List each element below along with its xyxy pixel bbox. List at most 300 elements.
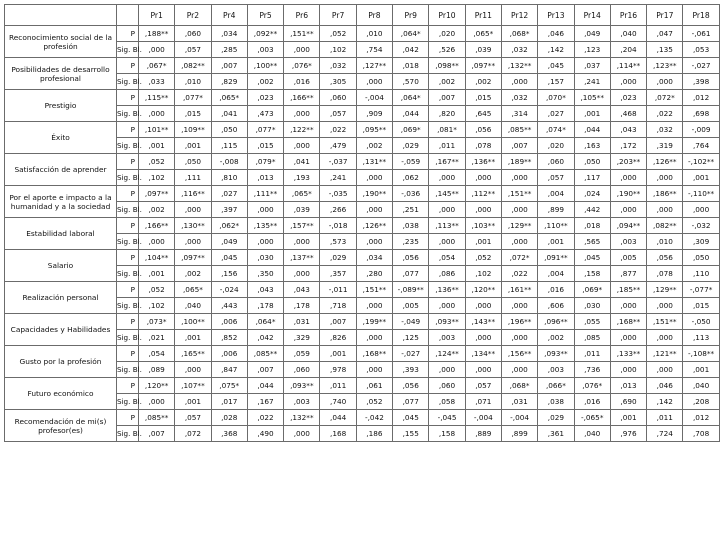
- significance-value: ,003: [610, 234, 646, 250]
- correlation-value: ,052: [465, 250, 501, 266]
- correlation-value: ,034: [211, 26, 247, 42]
- correlation-value: ,007: [429, 90, 465, 106]
- correlation-value: -,004: [501, 410, 537, 426]
- significance-value: ,102: [320, 42, 356, 58]
- correlation-value: ,065*: [211, 90, 247, 106]
- stat-label-sig: Sig. Bl.: [117, 138, 139, 154]
- significance-value: ,078: [647, 266, 683, 282]
- correlation-value: ,011: [320, 378, 356, 394]
- significance-value: ,490: [247, 426, 283, 442]
- significance-value: ,001: [465, 234, 501, 250]
- correlation-value: ,157**: [284, 218, 320, 234]
- row-label: Prestigio: [5, 90, 117, 122]
- significance-value: ,690: [610, 394, 646, 410]
- significance-value: ,111: [175, 170, 211, 186]
- significance-value: ,606: [538, 298, 574, 314]
- correlation-value: ,077*: [247, 122, 283, 138]
- correlation-value: ,020: [429, 26, 465, 42]
- significance-value: ,443: [211, 298, 247, 314]
- correlation-value: -,024: [211, 282, 247, 298]
- significance-value: ,000: [284, 138, 320, 154]
- table-body: [5, 26, 720, 442]
- correlation-value: ,122**: [284, 122, 320, 138]
- correlation-value: ,044: [320, 410, 356, 426]
- correlation-value: ,046: [538, 26, 574, 42]
- significance-value: ,113: [683, 330, 719, 346]
- correlation-value: -,027: [393, 346, 429, 362]
- correlation-value: ,050: [574, 154, 610, 170]
- correlation-value: ,052: [139, 154, 175, 170]
- correlation-value: ,044: [247, 378, 283, 394]
- correlation-value: -,089**: [393, 282, 429, 298]
- significance-value: ,057: [538, 170, 574, 186]
- correlation-value: ,012: [683, 90, 719, 106]
- significance-value: ,280: [356, 266, 392, 282]
- correlation-value: ,069*: [574, 282, 610, 298]
- significance-value: ,473: [247, 106, 283, 122]
- significance-value: ,102: [465, 266, 501, 282]
- significance-value: ,085: [574, 330, 610, 346]
- stat-label-p: P: [117, 122, 139, 138]
- significance-value: ,309: [683, 234, 719, 250]
- significance-value: ,000: [647, 170, 683, 186]
- significance-value: ,000: [356, 330, 392, 346]
- correlation-value: ,085**: [501, 122, 537, 138]
- significance-value: ,000: [284, 42, 320, 58]
- significance-value: ,186: [356, 426, 392, 442]
- significance-value: ,000: [647, 362, 683, 378]
- row-label: Satisfacción de aprender: [5, 154, 117, 186]
- significance-value: ,208: [683, 394, 719, 410]
- correlation-value: -,110**: [683, 186, 719, 202]
- significance-value: ,044: [393, 106, 429, 122]
- correlation-value: ,012: [683, 410, 719, 426]
- significance-value: ,000: [429, 234, 465, 250]
- stat-label-p: P: [117, 346, 139, 362]
- significance-value: ,000: [139, 234, 175, 250]
- correlation-value: ,064*: [393, 26, 429, 42]
- correlation-value: ,050: [211, 122, 247, 138]
- correlation-value: -,032: [683, 218, 719, 234]
- correlation-value: ,043: [247, 282, 283, 298]
- significance-value: ,000: [139, 106, 175, 122]
- correlation-value: ,093**: [538, 346, 574, 362]
- significance-value: ,000: [647, 330, 683, 346]
- correlation-value: ,189**: [501, 154, 537, 170]
- correlation-value: ,001: [320, 346, 356, 362]
- correlation-value: ,190**: [610, 186, 646, 202]
- significance-value: ,178: [247, 298, 283, 314]
- correlation-value: ,095**: [356, 122, 392, 138]
- correlation-value: ,060: [429, 378, 465, 394]
- significance-value: ,027: [538, 106, 574, 122]
- significance-value: ,004: [538, 266, 574, 282]
- correlation-value: ,113**: [429, 218, 465, 234]
- correlation-value: ,045: [538, 58, 574, 74]
- significance-value: ,000: [175, 362, 211, 378]
- column-header: Pr11: [465, 5, 501, 26]
- stat-label-sig: Sig. Bl.: [117, 298, 139, 314]
- significance-value: ,000: [610, 74, 646, 90]
- correlation-value: ,070*: [538, 90, 574, 106]
- significance-value: ,899: [501, 426, 537, 442]
- correlation-value: ,043: [610, 122, 646, 138]
- correlation-value: ,072*: [647, 90, 683, 106]
- significance-value: ,089: [139, 362, 175, 378]
- significance-value: ,724: [647, 426, 683, 442]
- correlation-value: ,100**: [247, 58, 283, 74]
- significance-value: ,000: [429, 202, 465, 218]
- correlation-value: -,037: [320, 154, 356, 170]
- correlation-value: ,094**: [610, 218, 646, 234]
- significance-value: ,167: [247, 394, 283, 410]
- significance-value: ,001: [683, 362, 719, 378]
- significance-value: ,889: [465, 426, 501, 442]
- correlation-value: ,018: [393, 58, 429, 74]
- correlation-value: ,132**: [284, 410, 320, 426]
- correlation-value: ,054: [429, 250, 465, 266]
- table-row: [5, 58, 720, 74]
- significance-value: ,039: [465, 42, 501, 58]
- significance-value: ,000: [501, 362, 537, 378]
- correlation-value: ,185**: [610, 282, 646, 298]
- significance-value: ,022: [647, 106, 683, 122]
- correlation-value: ,030: [247, 250, 283, 266]
- column-header: Pr18: [683, 5, 719, 26]
- correlation-value: ,044: [574, 122, 610, 138]
- significance-value: ,016: [574, 394, 610, 410]
- correlation-value: ,085**: [139, 410, 175, 426]
- correlation-value: ,075*: [211, 378, 247, 394]
- significance-value: ,017: [211, 394, 247, 410]
- significance-value: ,021: [139, 330, 175, 346]
- correlation-value: ,109**: [175, 122, 211, 138]
- correlation-value: ,167**: [429, 154, 465, 170]
- significance-value: ,020: [538, 138, 574, 154]
- significance-value: ,015: [683, 298, 719, 314]
- significance-value: ,000: [139, 394, 175, 410]
- correlation-value: ,168**: [356, 346, 392, 362]
- significance-value: ,163: [574, 138, 610, 154]
- correlation-value: ,005: [610, 250, 646, 266]
- significance-value: ,000: [465, 202, 501, 218]
- column-header: Pr17: [647, 5, 683, 26]
- column-header: Pr10: [429, 5, 465, 26]
- correlation-value: ,186**: [647, 186, 683, 202]
- correlation-value: ,013: [610, 378, 646, 394]
- stat-label-p: P: [117, 282, 139, 298]
- significance-value: ,062: [393, 170, 429, 186]
- correlation-value: ,001: [610, 410, 646, 426]
- significance-value: ,001: [538, 234, 574, 250]
- stat-label-sig: Sig. Bl.: [117, 330, 139, 346]
- column-header: Pr9: [393, 5, 429, 26]
- correlation-value: ,168**: [610, 314, 646, 330]
- significance-value: ,357: [320, 266, 356, 282]
- stat-label-p: P: [117, 378, 139, 394]
- correlation-value: ,062*: [211, 218, 247, 234]
- significance-value: ,031: [501, 394, 537, 410]
- significance-value: ,350: [247, 266, 283, 282]
- significance-value: ,266: [320, 202, 356, 218]
- significance-value: ,071: [465, 394, 501, 410]
- correlation-value: -,050: [683, 314, 719, 330]
- correlation-value: ,040: [683, 378, 719, 394]
- correlation-value: -,102**: [683, 154, 719, 170]
- correlation-value: ,055: [574, 314, 610, 330]
- significance-value: ,000: [610, 202, 646, 218]
- correlation-value: -,035: [320, 186, 356, 202]
- significance-value: ,000: [501, 298, 537, 314]
- correlation-value: ,203**: [610, 154, 646, 170]
- significance-value: ,193: [284, 170, 320, 186]
- correlation-value: ,091**: [538, 250, 574, 266]
- correlation-value: -,049: [393, 314, 429, 330]
- significance-value: ,078: [465, 138, 501, 154]
- correlation-value: ,072*: [501, 250, 537, 266]
- column-header: Pr16: [610, 5, 646, 26]
- correlation-value: ,066*: [538, 378, 574, 394]
- correlation-value: -,009: [683, 122, 719, 138]
- correlation-value: ,082**: [647, 218, 683, 234]
- correlation-value: ,082**: [175, 58, 211, 74]
- stat-label-sig: Sig. Bl.: [117, 362, 139, 378]
- significance-value: ,393: [393, 362, 429, 378]
- significance-value: ,002: [356, 138, 392, 154]
- correlation-table: [4, 4, 720, 442]
- row-label: Futuro económico: [5, 378, 117, 410]
- significance-value: ,142: [647, 394, 683, 410]
- correlation-value: ,190**: [356, 186, 392, 202]
- correlation-value: ,027: [211, 186, 247, 202]
- significance-value: ,000: [501, 330, 537, 346]
- correlation-value: ,074*: [538, 122, 574, 138]
- correlation-value: ,018: [574, 218, 610, 234]
- significance-value: ,479: [320, 138, 356, 154]
- significance-value: ,123: [574, 42, 610, 58]
- significance-value: ,285: [211, 42, 247, 58]
- correlation-value: ,010: [356, 26, 392, 42]
- stat-header-cell: [117, 5, 139, 26]
- correlation-value: ,076*: [284, 58, 320, 74]
- correlation-value: ,045: [393, 410, 429, 426]
- significance-value: ,000: [139, 42, 175, 58]
- significance-value: ,077: [393, 394, 429, 410]
- significance-value: ,168: [320, 426, 356, 442]
- correlation-value: ,085**: [247, 346, 283, 362]
- correlation-value: ,114**: [610, 58, 646, 74]
- correlation-value: ,129**: [501, 218, 537, 234]
- correlation-value: ,145**: [429, 186, 465, 202]
- significance-value: ,000: [610, 362, 646, 378]
- significance-value: ,708: [683, 426, 719, 442]
- significance-value: ,015: [175, 106, 211, 122]
- correlation-value: ,045: [574, 250, 610, 266]
- correlation-value: ,011: [574, 346, 610, 362]
- column-header: Pr7: [320, 5, 356, 26]
- correlation-value: ,165**: [175, 346, 211, 362]
- significance-value: ,157: [538, 74, 574, 90]
- correlation-value: ,096**: [538, 314, 574, 330]
- stat-label-p: P: [117, 58, 139, 74]
- correlation-value: -,045: [429, 410, 465, 426]
- significance-value: ,022: [501, 266, 537, 282]
- correlation-value: ,103**: [465, 218, 501, 234]
- correlation-value: ,068*: [501, 26, 537, 42]
- significance-value: ,000: [356, 234, 392, 250]
- significance-value: ,057: [175, 42, 211, 58]
- significance-value: ,001: [175, 330, 211, 346]
- correlation-value: -,077*: [683, 282, 719, 298]
- significance-value: ,030: [574, 298, 610, 314]
- significance-value: ,158: [429, 426, 465, 442]
- correlation-value: ,151**: [356, 282, 392, 298]
- correlation-value: ,111**: [247, 186, 283, 202]
- significance-value: ,002: [247, 74, 283, 90]
- significance-value: ,000: [465, 330, 501, 346]
- correlation-value: ,133**: [610, 346, 646, 362]
- correlation-value: ,032: [320, 58, 356, 74]
- correlation-value: ,137**: [284, 250, 320, 266]
- stat-label-sig: Sig. Bl.: [117, 266, 139, 282]
- correlation-value: ,052: [320, 26, 356, 42]
- significance-value: ,000: [284, 266, 320, 282]
- correlation-value: ,143**: [465, 314, 501, 330]
- significance-value: ,000: [356, 362, 392, 378]
- correlation-value: ,067*: [139, 58, 175, 74]
- correlation-value: ,028: [211, 410, 247, 426]
- significance-value: ,010: [175, 74, 211, 90]
- correlation-value: ,134**: [465, 346, 501, 362]
- correlation-value: ,120**: [139, 378, 175, 394]
- correlation-value: ,060: [175, 26, 211, 42]
- correlation-value: ,022: [247, 410, 283, 426]
- correlation-value: ,023: [247, 90, 283, 106]
- significance-value: ,251: [393, 202, 429, 218]
- correlation-value: ,034: [356, 250, 392, 266]
- significance-value: ,442: [574, 202, 610, 218]
- correlation-value: ,065*: [465, 26, 501, 42]
- correlation-value: ,029: [320, 250, 356, 266]
- row-label: Reconocimiento social de la profesión: [5, 26, 117, 58]
- significance-value: ,976: [610, 426, 646, 442]
- correlation-value: ,007: [211, 58, 247, 74]
- significance-value: ,000: [501, 74, 537, 90]
- header-row: [5, 5, 720, 26]
- corner-cell: [5, 5, 117, 26]
- correlation-value: ,024: [574, 186, 610, 202]
- significance-value: ,820: [429, 106, 465, 122]
- stat-label-sig: Sig. Bl.: [117, 426, 139, 442]
- significance-value: ,007: [501, 138, 537, 154]
- correlation-value: ,136**: [429, 282, 465, 298]
- significance-value: ,829: [211, 74, 247, 90]
- correlation-value: ,196**: [501, 314, 537, 330]
- significance-value: ,000: [356, 170, 392, 186]
- correlation-value: ,065*: [284, 186, 320, 202]
- significance-value: ,000: [247, 202, 283, 218]
- correlation-value: ,092**: [247, 26, 283, 42]
- correlation-value: ,077*: [175, 90, 211, 106]
- correlation-value: ,064*: [247, 314, 283, 330]
- significance-value: ,001: [574, 106, 610, 122]
- correlation-value: ,124**: [429, 346, 465, 362]
- correlation-value: ,041: [284, 154, 320, 170]
- significance-value: ,007: [139, 426, 175, 442]
- significance-value: ,072: [175, 426, 211, 442]
- correlation-value: ,054: [139, 346, 175, 362]
- correlation-value: -,065*: [574, 410, 610, 426]
- significance-value: ,526: [429, 42, 465, 58]
- significance-value: ,060: [284, 362, 320, 378]
- column-header: Pr2: [175, 5, 211, 26]
- correlation-value: ,076*: [574, 378, 610, 394]
- table-row: [5, 26, 720, 42]
- correlation-value: ,116**: [175, 186, 211, 202]
- correlation-value: ,040: [610, 26, 646, 42]
- significance-value: ,000: [610, 298, 646, 314]
- correlation-value: ,127**: [356, 58, 392, 74]
- table-row: [5, 218, 720, 234]
- significance-value: ,740: [320, 394, 356, 410]
- correlation-value: -,004: [356, 90, 392, 106]
- significance-value: ,001: [175, 394, 211, 410]
- significance-value: ,155: [393, 426, 429, 442]
- significance-value: ,000: [356, 298, 392, 314]
- significance-value: ,000: [356, 202, 392, 218]
- significance-value: ,570: [393, 74, 429, 90]
- significance-value: ,125: [393, 330, 429, 346]
- significance-value: ,909: [356, 106, 392, 122]
- significance-value: ,718: [320, 298, 356, 314]
- significance-value: ,573: [320, 234, 356, 250]
- significance-value: ,002: [175, 266, 211, 282]
- correlation-value: ,129**: [647, 282, 683, 298]
- stat-label-p: P: [117, 90, 139, 106]
- correlation-value: ,101**: [139, 122, 175, 138]
- significance-value: ,000: [284, 106, 320, 122]
- correlation-value: ,161**: [501, 282, 537, 298]
- significance-value: ,000: [429, 170, 465, 186]
- significance-value: ,172: [610, 138, 646, 154]
- column-header: Pr14: [574, 5, 610, 26]
- correlation-value: ,107**: [175, 378, 211, 394]
- correlation-value: ,079*: [247, 154, 283, 170]
- correlation-value: ,081*: [429, 122, 465, 138]
- table-row: [5, 154, 720, 170]
- significance-value: ,005: [393, 298, 429, 314]
- significance-value: ,645: [465, 106, 501, 122]
- correlation-value: ,061: [356, 378, 392, 394]
- significance-value: ,002: [139, 202, 175, 218]
- significance-value: ,011: [429, 138, 465, 154]
- correlation-value: ,135**: [247, 218, 283, 234]
- table-row: [5, 122, 720, 138]
- correlation-value: ,050: [175, 154, 211, 170]
- correlation-value: ,131**: [356, 154, 392, 170]
- correlation-value: ,104**: [139, 250, 175, 266]
- correlation-value: ,151**: [501, 186, 537, 202]
- row-label: Por el aporte e impacto a la humanidad y a la sociedad: [5, 186, 117, 218]
- correlation-value: ,015: [465, 90, 501, 106]
- stat-label-p: P: [117, 410, 139, 426]
- significance-value: ,736: [574, 362, 610, 378]
- significance-value: ,000: [647, 298, 683, 314]
- correlation-value: -,027: [683, 58, 719, 74]
- correlation-value: ,126**: [647, 154, 683, 170]
- significance-value: ,241: [320, 170, 356, 186]
- significance-value: ,305: [320, 74, 356, 90]
